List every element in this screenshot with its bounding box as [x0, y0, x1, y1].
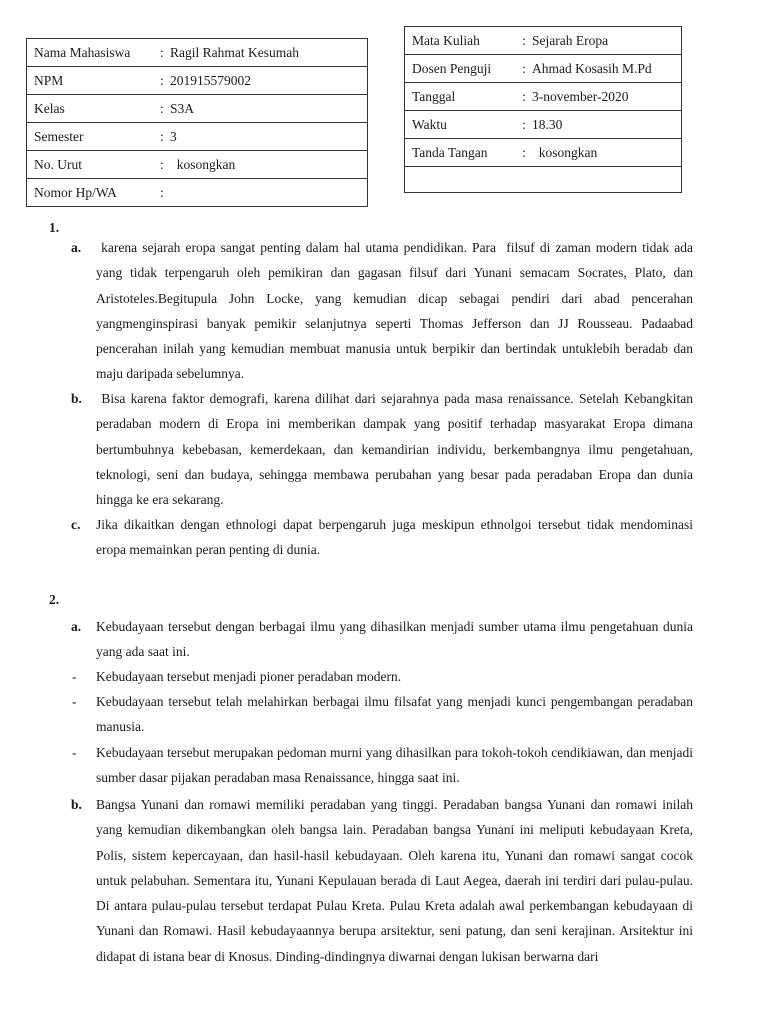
field-value: 3 — [170, 128, 177, 144]
answer-marker: a. — [71, 619, 82, 634]
answer-item — [72, 689, 693, 740]
answer-text: Kebudayaan tersebut merupakan pedoman murni yang dihasilkan para tokoh-tokoh cendikiawan, dan menjadi sumber dasar pijakan peradaban masa Renaissance, hingga saat ini. — [96, 745, 693, 786]
student-row-order-number — [27, 151, 368, 179]
field-separator: : — [160, 156, 164, 172]
student-row-phone — [27, 179, 368, 207]
field-value: Ragil Rahmat Kesumah — [170, 44, 299, 60]
course-row-signature — [405, 139, 682, 167]
field-separator: : — [160, 72, 164, 88]
field-label: Dosen Penguji — [412, 60, 492, 76]
course-row-empty — [405, 167, 682, 193]
field-separator: : — [160, 100, 164, 116]
student-row-semester — [27, 123, 368, 151]
field-label: Tanda Tangan — [412, 144, 488, 160]
answer-marker: a. — [71, 240, 82, 255]
field-label: Nama Mahasiswa — [34, 44, 131, 60]
student-row-class — [27, 95, 368, 123]
course-row-subject — [405, 27, 682, 55]
field-value: 18.30 — [532, 116, 563, 132]
answer-text: Kebudayaan tersebut telah melahirkan berbagai ilmu filsafat yang menjadi kunci pengembangan peradaban manusia. — [96, 694, 693, 735]
answer-item — [71, 235, 697, 387]
field-label: Tanggal — [412, 88, 456, 104]
answer-item — [71, 792, 693, 969]
field-separator: : — [522, 88, 526, 104]
answer-marker: - — [72, 745, 77, 760]
course-row-date — [405, 83, 682, 111]
field-label: Kelas — [34, 100, 65, 116]
field-separator: : — [522, 116, 526, 132]
student-row-npm — [27, 67, 368, 95]
field-separator: : — [522, 144, 526, 160]
course-row-time — [405, 111, 682, 139]
answer-marker: - — [72, 669, 77, 684]
answer-text: karena sejarah eropa sangat penting dalam hal utama pendidikan. Para filsuf di zaman modern tidak ada yang tidak terpengaruh oleh pemikiran dan gagasan filsuf dari Yunani semacam Socrates, Plato, dan Aristoteles.Begitupula John Locke, yang kemudian dicap sebagai pendiri dari abad pencerahan yangmenginspirasi banyak pemikir selanjutnya seperti Thomas Jefferson dan JJ Rousseau. Padaabad pencerahan inilah yang kemudian membuat manusia untuk berpikir dan bertindak untuklebih beradab dan maju daripada sebelumnya. — [96, 240, 697, 382]
answer-marker: b. — [71, 391, 82, 406]
field-separator: : — [522, 32, 526, 48]
field-value: 201915579002 — [170, 72, 251, 88]
field-value: 3-november-2020 — [532, 88, 629, 104]
field-label: Mata Kuliah — [412, 32, 480, 48]
answer-marker: c. — [71, 517, 81, 532]
answer-marker: b. — [71, 797, 82, 812]
answer-item — [71, 614, 693, 665]
answer-marker: - — [72, 694, 77, 709]
field-value: Ahmad Kosasih M.Pd — [532, 60, 652, 76]
answer-text: Bisa karena faktor demografi, karena dilihat dari sejarahnya pada masa renaissance. Setelah Kebangkitan peradaban modern di Eropa ini memberikan dampak yang positif terhadap masyarakat Eropa dimana bertumbuhnya kebebasan, kemerdekaan, dan kemandirian individu, berkembangnya ilmu pengetahuan, teknologi, seni dan budaya, sehingga membawa perubahan yang besar pada peradaban Eropa dan dunia hingga ke era sekarang. — [96, 391, 697, 508]
field-value: kosongkan — [170, 156, 236, 172]
field-separator: : — [160, 184, 164, 200]
field-separator: : — [522, 60, 526, 76]
field-value: Sejarah Eropa — [532, 32, 609, 48]
student-info-table — [26, 38, 368, 207]
field-label: Nomor Hp/WA — [34, 184, 117, 200]
field-label: No. Urut — [34, 156, 82, 172]
answer-text: Kebudayaan tersebut dengan berbagai ilmu yang dihasilkan menjadi sumber utama ilmu pengetahuan dunia yang ada saat ini. — [96, 619, 693, 660]
answer-item — [72, 740, 693, 791]
field-value: S3A — [170, 100, 195, 116]
answer-text: Jika dikaitkan dengan ethnologi dapat berpengaruh juga meskipun ethnolgoi tersebut tidak mendominasi eropa memainkan peran penting di dunia. — [96, 517, 693, 558]
field-separator: : — [160, 44, 164, 60]
field-separator: : — [160, 128, 164, 144]
field-value: kosongkan — [532, 144, 598, 160]
course-info-table — [404, 26, 682, 193]
question-number: 1. — [49, 220, 60, 235]
question-number: 2. — [49, 592, 60, 607]
field-label: NPM — [34, 72, 64, 88]
student-row-name — [27, 39, 368, 67]
field-label: Waktu — [412, 116, 447, 132]
signature-space — [405, 167, 682, 193]
answer-text: Kebudayaan tersebut menjadi pioner peradaban modern. — [96, 669, 402, 684]
course-row-examiner — [405, 55, 682, 83]
answer-item — [71, 386, 697, 512]
answer-item — [71, 512, 693, 563]
field-label: Semester — [34, 128, 84, 144]
answer-item — [72, 664, 693, 689]
answer-text: Bangsa Yunani dan romawi memiliki peradaban yang tinggi. Peradaban bangsa Yunani dan romawi inilah yang kemudian dikembangkan oleh bangsa lain. Peradaban bangsa Yunani ini meliputi kebudayaan Kreta, Polis, sistem kepercayaan, dan hasil-hasil kebudayaan. Oleh karena itu, Yunani dan romawi sangat cocok untuk pelabuhan. Sementara itu, Yunani Kepulauan berada di Laut Aegea, daerah ini terdiri dari pulau-pulau. Di antara pulau-pulau tersebut terdapat Pulau Kreta. Pulau Kreta adalah awal perkembangan kebudayaan di Yunani dan Romawi. Hasil kebudayaannya berupa arsitektur, seni patung, dan seni kerajinan. Arsitektur ini didapat di istana bear di Knosus. Dinding-dindingnya diwarnai dengan lukisan berwarna dari — [96, 797, 693, 964]
